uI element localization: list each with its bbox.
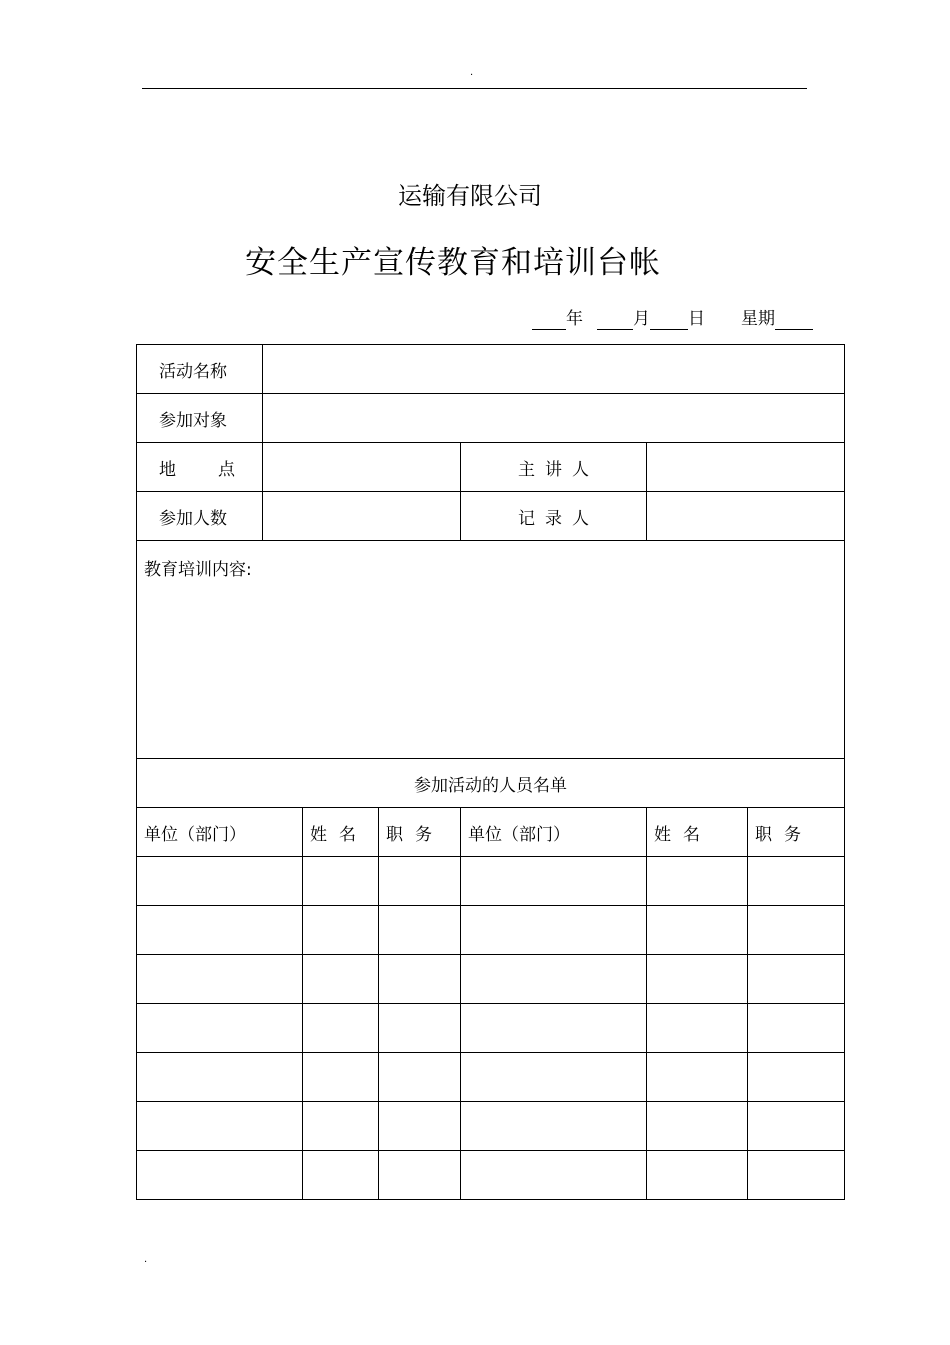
recorder-label: 记 录 人 <box>461 492 647 541</box>
year-blank[interactable] <box>532 311 566 330</box>
attendee-name-cell[interactable] <box>303 1053 379 1102</box>
training-content-field[interactable] <box>137 541 845 759</box>
attendee-name-cell[interactable] <box>647 1053 748 1102</box>
location-label: 地 点 <box>137 443 263 492</box>
attendee-list-title-row <box>137 759 845 808</box>
attendee-list-title: 参加活动的人员名单 <box>137 759 845 808</box>
headcount-field[interactable] <box>263 492 461 541</box>
attendee-position-cell[interactable] <box>748 1053 845 1102</box>
month-blank[interactable] <box>597 311 633 330</box>
header-rule <box>142 88 807 89</box>
attendee-row <box>137 1151 845 1200</box>
attendee-row <box>137 955 845 1004</box>
speaker-label: 主 讲 人 <box>461 443 647 492</box>
attendee-position-cell[interactable] <box>379 1053 461 1102</box>
attendee-row <box>137 906 845 955</box>
participants-label: 参加对象 <box>137 394 263 443</box>
attendee-name-cell[interactable] <box>647 906 748 955</box>
weekday-label: 星期 <box>741 309 775 329</box>
location-row <box>137 443 845 492</box>
attendee-row <box>137 1004 845 1053</box>
attendee-name-cell[interactable] <box>647 1151 748 1200</box>
attendee-unit-cell[interactable] <box>461 906 647 955</box>
headcount-label: 参加人数 <box>137 492 263 541</box>
attendee-name-cell[interactable] <box>303 857 379 906</box>
attendee-name-cell[interactable] <box>647 857 748 906</box>
participants-field[interactable] <box>263 394 845 443</box>
unit-header-right: 单位（部门） <box>461 808 647 857</box>
attendee-position-cell[interactable] <box>748 955 845 1004</box>
name-header-right: 姓 名 <box>647 808 748 857</box>
attendee-name-cell[interactable] <box>303 1151 379 1200</box>
attendee-row <box>137 857 845 906</box>
attendee-unit-cell[interactable] <box>461 1102 647 1151</box>
attendee-unit-cell[interactable] <box>137 906 303 955</box>
date-line <box>532 308 813 330</box>
location-field[interactable] <box>263 443 461 492</box>
attendee-position-cell[interactable] <box>379 1004 461 1053</box>
attendee-name-cell[interactable] <box>647 1004 748 1053</box>
unit-header-left: 单位（部门） <box>137 808 303 857</box>
year-label: 年 <box>566 309 583 329</box>
attendee-unit-cell[interactable] <box>461 857 647 906</box>
attendee-position-cell[interactable] <box>379 1102 461 1151</box>
attendee-position-cell[interactable] <box>379 857 461 906</box>
attendee-position-cell[interactable] <box>748 1004 845 1053</box>
attendee-row <box>137 1053 845 1102</box>
attendee-position-cell[interactable] <box>379 1151 461 1200</box>
name-header-left: 姓 名 <box>303 808 379 857</box>
position-header-left: 职 务 <box>379 808 461 857</box>
recorder-field[interactable] <box>647 492 845 541</box>
training-content-label: 教育培训内容: <box>144 560 252 580</box>
participants-row <box>137 394 845 443</box>
attendee-position-cell[interactable] <box>748 906 845 955</box>
day-label: 日 <box>688 309 705 329</box>
attendee-header-row <box>137 808 845 857</box>
activity-name-label: 活动名称 <box>137 345 263 394</box>
attendee-unit-cell[interactable] <box>461 1151 647 1200</box>
content-row <box>137 541 845 759</box>
attendee-unit-cell[interactable] <box>461 1053 647 1102</box>
position-header-right: 职 务 <box>748 808 845 857</box>
attendee-name-cell[interactable] <box>647 1102 748 1151</box>
activity-name-row <box>137 345 845 394</box>
day-blank[interactable] <box>650 311 688 330</box>
activity-name-field[interactable] <box>263 345 845 394</box>
attendee-unit-cell[interactable] <box>461 1004 647 1053</box>
attendee-position-cell[interactable] <box>748 857 845 906</box>
header-mark: · <box>470 70 474 81</box>
attendee-name-cell[interactable] <box>647 955 748 1004</box>
document-title: 安全生产宣传教育和培训台帐 <box>245 245 661 281</box>
attendee-name-cell[interactable] <box>303 1004 379 1053</box>
attendee-name-cell[interactable] <box>303 1102 379 1151</box>
attendee-unit-cell[interactable] <box>137 1102 303 1151</box>
month-label: 月 <box>633 309 650 329</box>
attendee-name-cell[interactable] <box>303 906 379 955</box>
attendee-unit-cell[interactable] <box>461 955 647 1004</box>
attendee-row <box>137 1102 845 1151</box>
attendee-unit-cell[interactable] <box>137 955 303 1004</box>
attendee-unit-cell[interactable] <box>137 1053 303 1102</box>
headcount-row <box>137 492 845 541</box>
attendee-unit-cell[interactable] <box>137 857 303 906</box>
attendee-position-cell[interactable] <box>379 906 461 955</box>
company-name: 运输有限公司 <box>398 182 542 210</box>
footer-mark: . <box>144 1254 148 1265</box>
attendee-unit-cell[interactable] <box>137 1151 303 1200</box>
weekday-blank[interactable] <box>775 311 813 330</box>
training-ledger-table <box>136 344 845 1200</box>
attendee-position-cell[interactable] <box>748 1102 845 1151</box>
attendee-unit-cell[interactable] <box>137 1004 303 1053</box>
attendee-position-cell[interactable] <box>379 955 461 1004</box>
attendee-position-cell[interactable] <box>748 1151 845 1200</box>
attendee-name-cell[interactable] <box>303 955 379 1004</box>
speaker-field[interactable] <box>647 443 845 492</box>
